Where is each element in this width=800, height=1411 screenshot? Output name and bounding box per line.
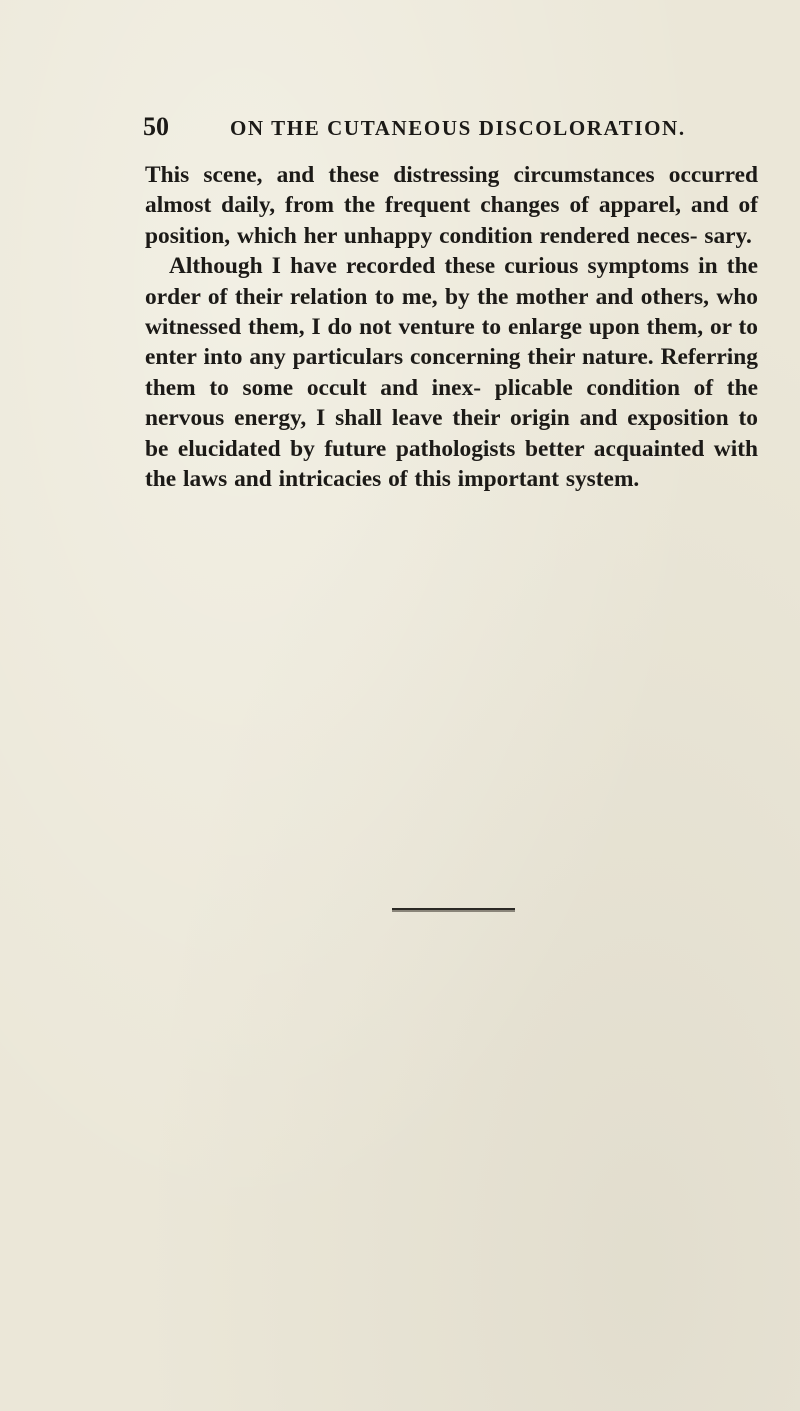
paragraph: This scene, and these distressing circumstances occurred almost daily, from the frequent changes of apparel, and of position, which her unhappy condition rendered neces- sary. [145, 162, 758, 249]
body-text [145, 160, 758, 494]
page-number: 50 [143, 112, 169, 141]
paragraph: Although I have recorded these curious symptoms in the order of their relation to me, by the mother and others, who witnessed them, I do not venture to enlarge upon them, or to enter into any particulars concerning their nature. Referring them to some occult and inex- plicable condition of the nervous energy, I shall leave their origin and exposition to be elucidated by future pathologists better acquainted with the laws and intricacies of this important system. [145, 253, 758, 493]
running-title: ON THE CUTANEOUS DISCOLORATION. [230, 116, 686, 140]
page-header [143, 112, 763, 146]
section-end-rule [392, 908, 515, 912]
